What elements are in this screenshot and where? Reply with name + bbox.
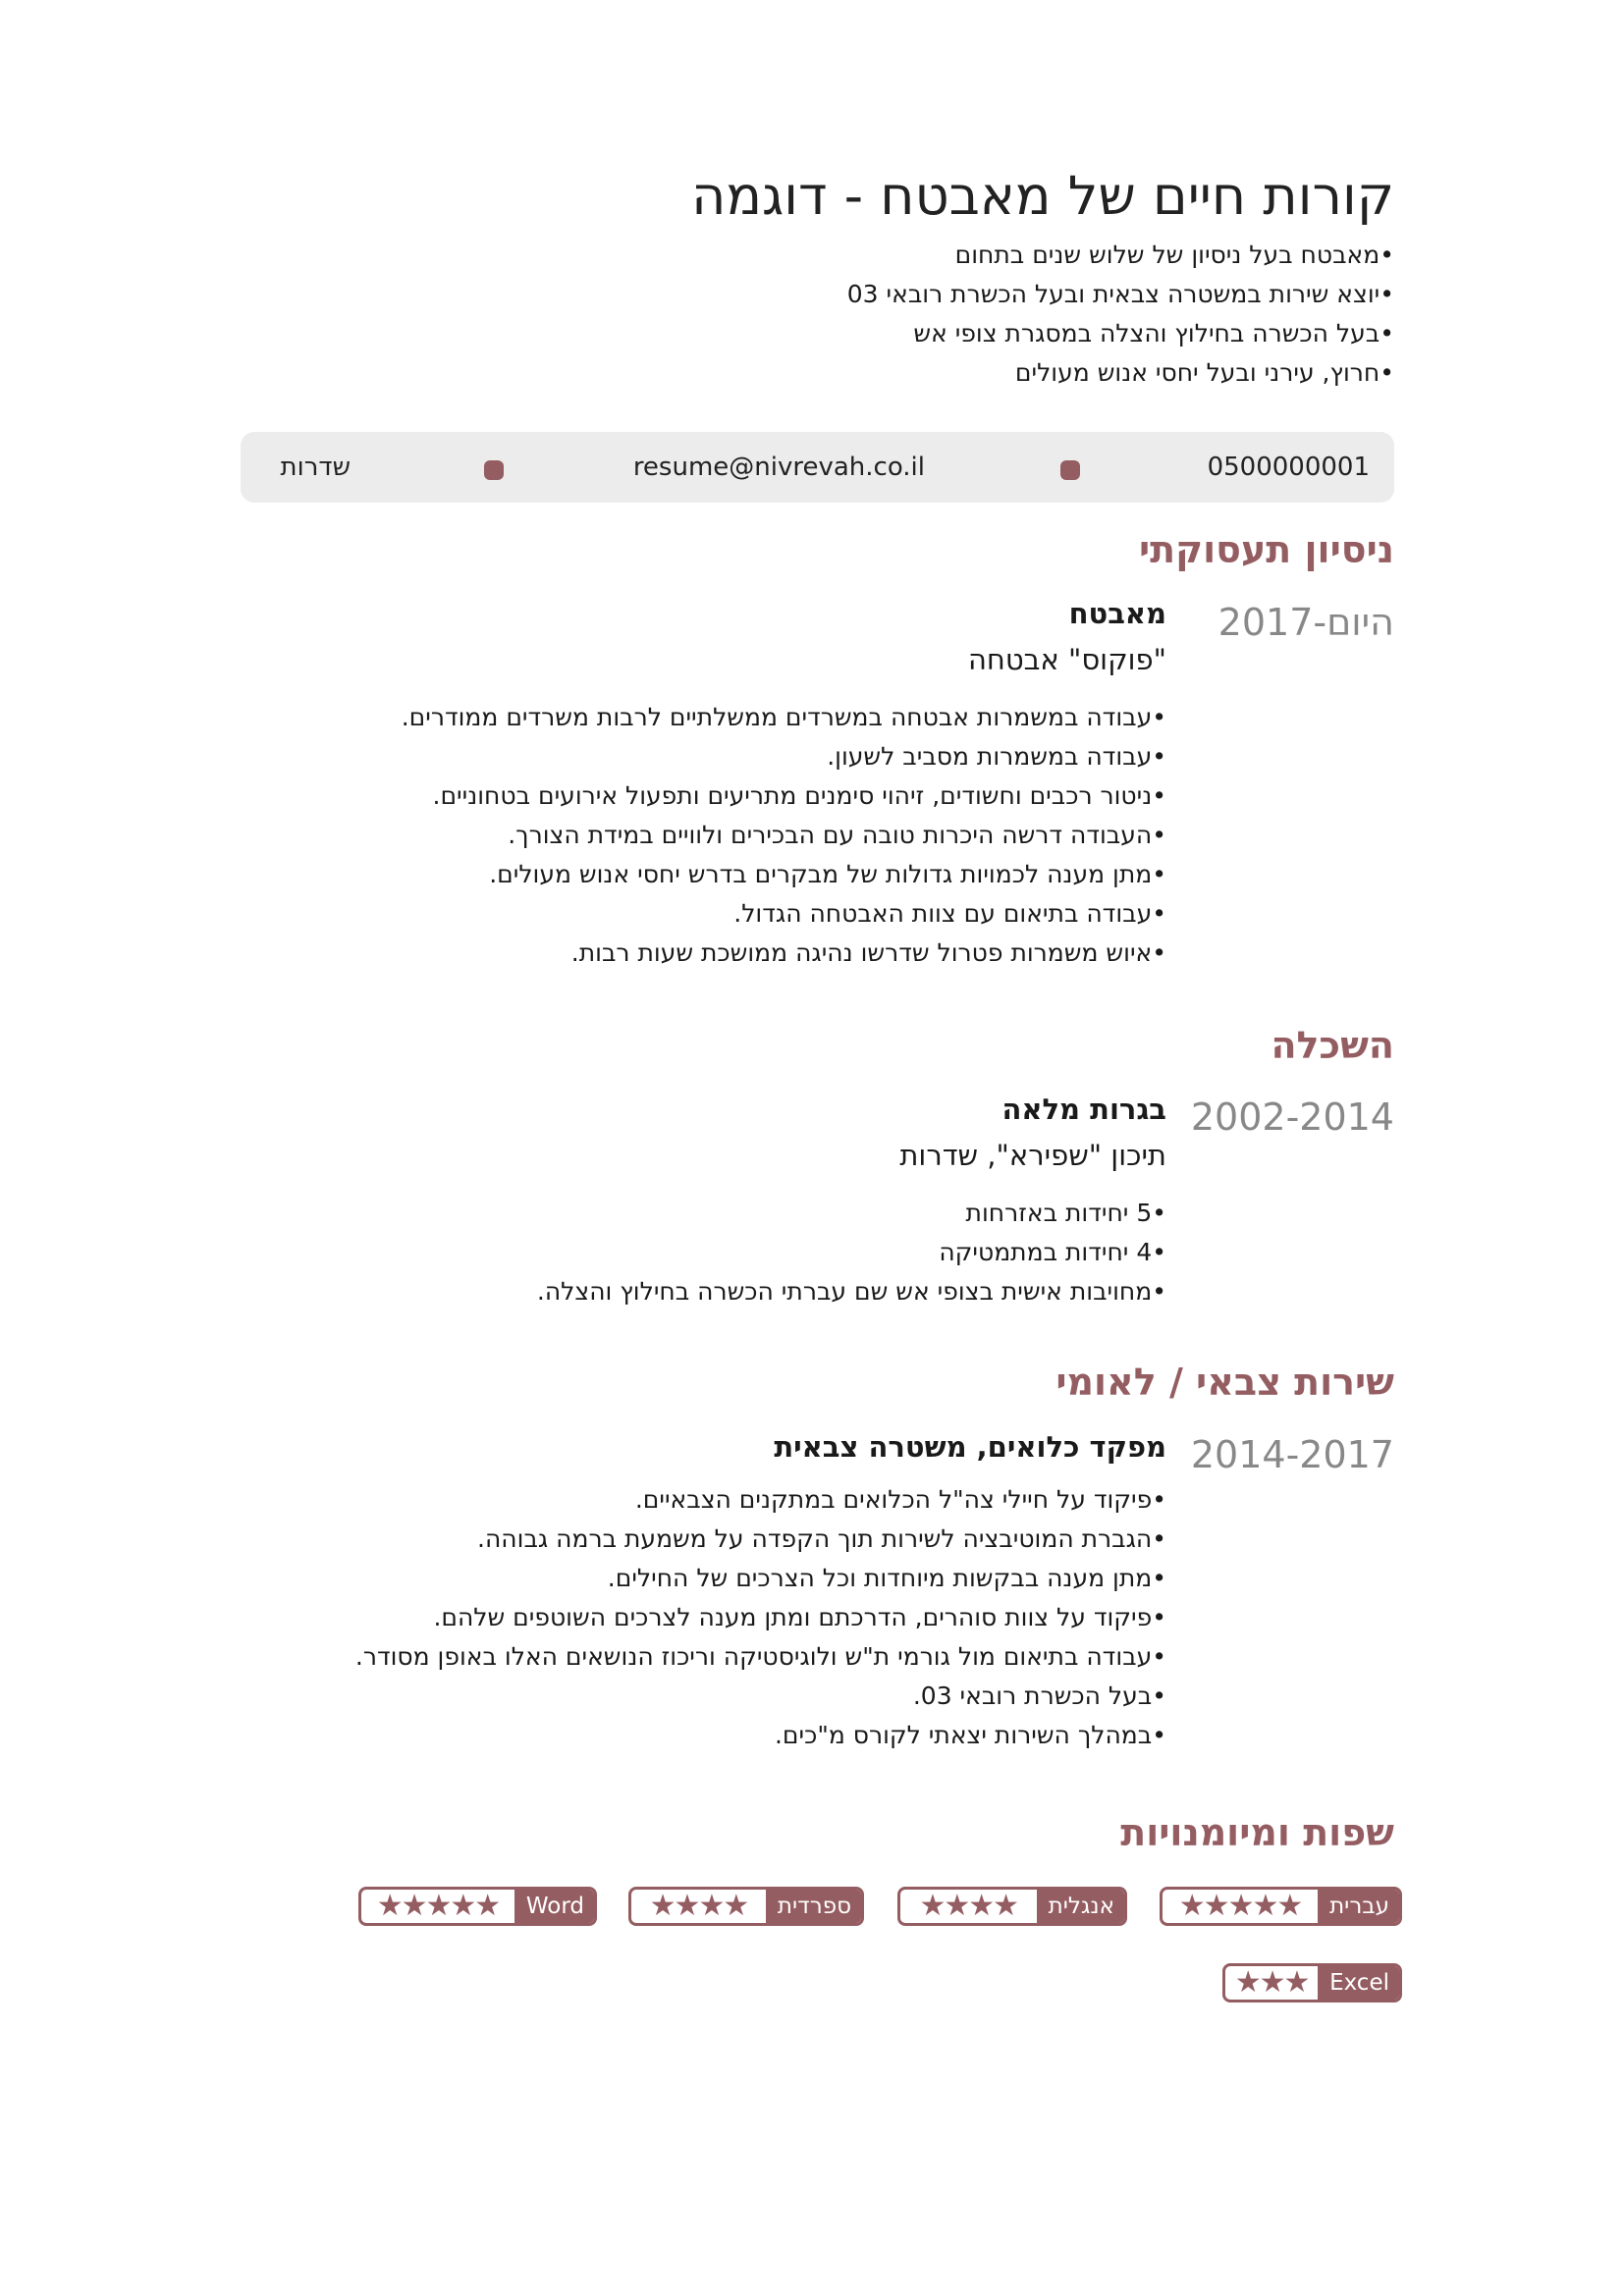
skill-name: Excel: [1318, 1966, 1399, 2000]
list-item: • ניטור רכבים וחשודים, זיהוי סימנים מתריעים ותפעול אירועים בטחוניים.: [402, 776, 1166, 816]
education-school: תיכון "שפירא", שדרות: [899, 1139, 1166, 1172]
summary-item: • בעל הכשרה בחילוץ והצלה במסגרת צופי אש: [847, 314, 1394, 353]
summary-item: • מאבטח בעל ניסיון של שלוש שנים בתחום: [847, 236, 1394, 275]
page-title: קורות חיים של מאבטח - דוגמה: [691, 165, 1394, 227]
list-item: • הגברת המוטיבציה לשירות תוך הקפדה על משמעת ברמה גבוהה.: [355, 1520, 1166, 1559]
list-item: • העבודה דרשה היכרות טובה עם הבכירים ולוויים במידת הצורך.: [402, 816, 1166, 855]
list-item: • פיקוד על צוות סוהרים, הדרכתם ומתן מענה לצרכים השוטפים שלהם.: [355, 1598, 1166, 1637]
phone-number[interactable]: 0500000001: [1207, 453, 1370, 482]
list-item: • 5 יחידות באזרחות: [537, 1194, 1166, 1233]
city: שדרות: [280, 453, 351, 482]
star-rating-icon: ★★★: [1234, 1965, 1309, 2000]
list-item: • איוש משמרות פטרול שדרשו נהיגה ממושכת שעות רבות.: [402, 934, 1166, 973]
experience-heading: ניסיון תעסוקתי: [1138, 528, 1394, 571]
education-heading: השכלה: [1271, 1024, 1394, 1067]
experience-years: 2017-היום: [1217, 601, 1394, 644]
summary-list: [847, 236, 1394, 393]
military-role: מפקד כלואים, משטרה צבאית: [774, 1430, 1166, 1464]
email-link[interactable]: resume@nivrevah.co.il: [632, 453, 925, 482]
list-item: • פיקוד על חיילי צה"ל הכלואים במתקנים הצבאיים.: [355, 1480, 1166, 1520]
military-heading: שירות צבאי / לאומי: [1055, 1361, 1394, 1404]
skill-badge-english: [897, 1887, 1127, 1926]
contact-bar: [241, 432, 1394, 503]
separator-dot-icon: [484, 460, 504, 480]
star-rating-icon: ★★★★★: [376, 1889, 500, 1923]
skill-name: ספרדית: [766, 1890, 861, 1923]
skill-badge-spanish: [628, 1887, 864, 1926]
list-item: • מתן מענה בבקשות מיוחדות וכל הצרכים של החילים.: [355, 1559, 1166, 1598]
skill-badge-excel: [1222, 1963, 1402, 2002]
skill-name: Word: [514, 1890, 594, 1923]
star-rating-icon: ★★★★: [919, 1889, 1018, 1923]
skill-name: אנגלית: [1037, 1890, 1124, 1923]
summary-item: • חרוץ, עירני ובעל יחסי אנוש מעולים: [847, 353, 1394, 393]
list-item: • עבודה במשמרות אבטחה במשרדים ממשלתיים לרבות משרדים ממודרים.: [402, 698, 1166, 737]
star-rating-icon: ★★★★★: [1178, 1889, 1302, 1923]
education-degree: בגרות מלאה: [1001, 1093, 1166, 1126]
skill-name: עברית: [1318, 1890, 1399, 1923]
experience-company: "פוקוס" אבטחה: [967, 643, 1166, 676]
separator-dot-icon: [1060, 460, 1080, 480]
education-items: [537, 1194, 1166, 1311]
star-rating-icon: ★★★★: [649, 1889, 748, 1923]
list-item: • מחויבות אישית בצופי אש שם עברתי הכשרה בחילוץ והצלה.: [537, 1272, 1166, 1311]
list-item: • במהלך השירות יצאתי לקורס מ"כים.: [355, 1716, 1166, 1755]
list-item: • בעל הכשרת רובאי 03.: [355, 1677, 1166, 1716]
military-duties: [355, 1480, 1166, 1755]
list-item: • 4 יחידות במתמטיקה: [537, 1233, 1166, 1272]
military-years: 2014-2017: [1190, 1433, 1394, 1476]
summary-item: • יוצא שירות במשטרה צבאית ובעל הכשרת רובאי 03: [847, 275, 1394, 314]
list-item: • עבודה בתיאום עם צוות האבטחה הגדול.: [402, 894, 1166, 934]
education-years: 2002-2014: [1190, 1095, 1394, 1139]
list-item: • מתן מענה לכמויות גדולות של מבקרים בדרש יחסי אנוש מעולים.: [402, 855, 1166, 894]
skill-badge-word: [358, 1887, 597, 1926]
list-item: • עבודה במשמרות מסביב לשעון.: [402, 737, 1166, 776]
experience-duties: [402, 698, 1166, 973]
skills-heading: שפות ומיומנויות: [1120, 1811, 1394, 1854]
skill-badge-hebrew: [1160, 1887, 1402, 1926]
experience-role: מאבטח: [1068, 597, 1166, 630]
list-item: • עבודה בתיאום מול גורמי ת"ש ולוגיסטיקה וריכוז הנושאים האלו באופן מסודר.: [355, 1637, 1166, 1677]
